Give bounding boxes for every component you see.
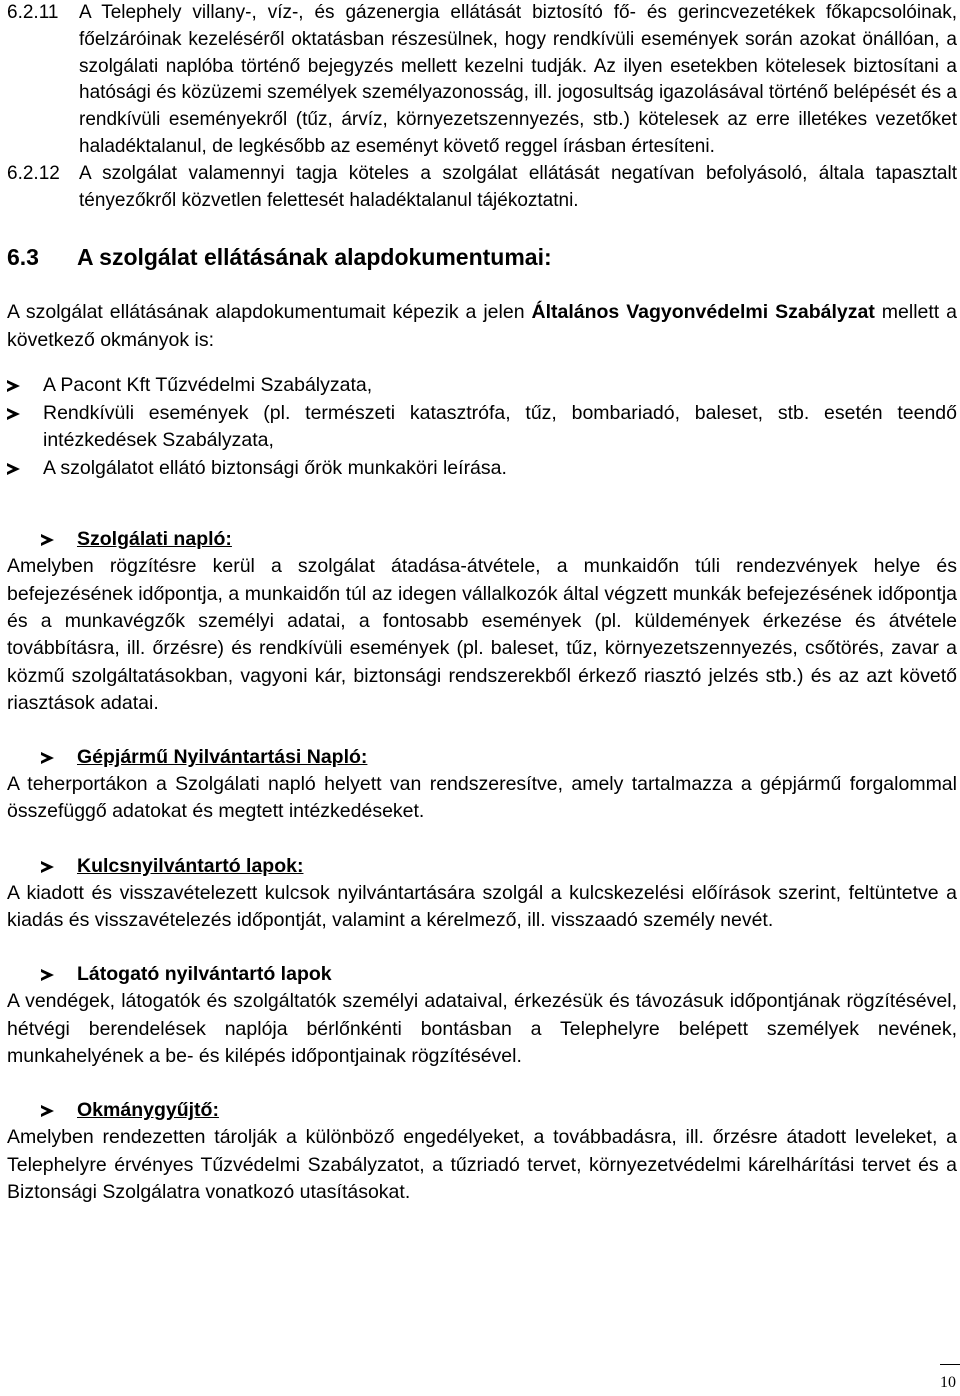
- page-number-rule: [940, 1364, 960, 1365]
- list-item-text: A Pacont Kft Tűzvédelmi Szabályzata,: [43, 374, 373, 397]
- arrow-bullet-icon: [7, 463, 20, 475]
- paragraph-number: 6.2.12: [7, 162, 60, 184]
- section-intro: [7, 298, 957, 354]
- subsection-title: Kulcsnyilvántartó lapok:: [77, 854, 304, 877]
- page-number: 10: [940, 1374, 956, 1391]
- subsection-title: Gépjármű Nyilvántartási Napló:: [77, 746, 368, 769]
- list-item-text: A szolgálatot ellátó biztonsági őrök munkaköri leírása.: [43, 456, 507, 479]
- subsection-text: Amelyben rögzítésre kerül a szolgálat átadása-átvétele, a munkaidőn túli rendezvények helye és befejezésének időpontja, a munkaidőn túl az idegen vállalkozók által végzett munkák befejezésének időpontja és a munkavégzők személyi adatai, a fontosabb események (pl. küldemények érkezése és átvétele továbbításra, ill. őrzésre) és rendkívüli események (pl. baleset, tűz, környezetszennyezés, csőtörés, zavar a közmű szolgáltatásokban, vagyoni kár, biztonsági rendszerekből érkező riasztó jelzés stb.) és az azt követő riasztások adatai.: [7, 555, 957, 714]
- subsection-heading: [7, 1097, 957, 1124]
- subsection-heading: [7, 853, 957, 880]
- subsection-okmanygyujto: [7, 1097, 957, 1206]
- paragraph-text: A Telephely villany-, víz-, és gázenergia ellátását biztosító fő- és gerincvezetékek főkapcsolóinak, főelzáróinak kezeléséről oktatásban részesülnek, hogy rendkívüli események során azokat önállóan, a szolgálati naplóba történő bejegyzés mellett kezelni tudják. Az ilyen esetekben kötelesek biztosítani a hatósági és közüzemi személyek személyazonosság, ill. jogosultság igazolásával történő belépését és a rendkívüli eseményekről (tűz, árvíz, környezetszennyezés, stb.) kötelesek az erre illetékes vezetőket haladéktalanul, de legkésőbb az eseményt követő reggel írásban értesíteni.: [79, 2, 957, 157]
- subsection-latogato: [7, 961, 957, 1070]
- subsection-szolgalati-naplo: [7, 526, 957, 717]
- paragraph-6-2-12: [7, 161, 957, 215]
- document-list: [7, 372, 957, 482]
- arrow-bullet-icon: [41, 1105, 54, 1117]
- paragraph-6-2-11: [7, 0, 957, 161]
- intro-text: A szolgálat ellátásának alapdokumentumait képezik a jelen: [7, 301, 532, 324]
- list-item: [7, 372, 957, 400]
- arrow-bullet-icon: [7, 380, 20, 392]
- subsection-text: A kiadott és visszavételezett kulcsok nyilvántartására szolgál a kulcskezelési előírások szerint, feltüntetve a kiadás és visszavételezés időpontját, valamint a kérelmező, ill. visszaadó személy nevét.: [7, 881, 957, 932]
- document-page: [7, 0, 957, 1206]
- arrow-bullet-icon: [41, 969, 54, 981]
- paragraph-number: 6.2.11: [7, 2, 59, 23]
- subsection-heading: [7, 526, 957, 553]
- paragraph-text: A szolgálat valamennyi tagja köteles a szolgálat ellátását negatívan befolyásoló, általa tapasztalt tényezőkről közvetlen felettesét haladéktalanul tájékoztatni.: [79, 162, 957, 211]
- list-item-text: Rendkívüli események (pl. természeti katasztrófa, tűz, bombariadó, baleset, stb. esetén teendő intézkedések Szabályzata,: [43, 401, 957, 452]
- subsection-gepjarmu-naplo: [7, 744, 957, 826]
- intro-bold-text: Általános Vagyonvédelmi Szabályzat: [531, 301, 875, 324]
- subsection-text: A vendégek, látogatók és szolgáltatók személyi adataival, érkezésük és távozásuk időpontjának rögzítésével, hétvégi berendelések naplója bérlőnkénti bontásban a Telephelyre belépett személyek nevének, munkahelyének a be- és kilépés időpontjainak rögzítésével.: [7, 990, 957, 1067]
- section-heading: [7, 242, 957, 272]
- intro-text-end: mellett a következő okmányok is:: [7, 301, 957, 352]
- arrow-bullet-icon: [41, 861, 54, 873]
- subsection-title: Okmánygyűjtő:: [77, 1099, 219, 1122]
- subsection-text: Amelyben rendezetten tárolják a különböző engedélyeket, a továbbadásra, ill. őrzésre átadott leveleket, a Telephelyre érvényes Tűzvédelmi Szabályzatot, a tűzriadó tervet, környezetvédelmi kárelhárítási tervet és a Biztonsági Szolgálatra vonatkozó utasításokat.: [7, 1126, 957, 1203]
- subsection-heading: [7, 961, 957, 988]
- list-item: [7, 400, 957, 455]
- subsection-text: A teherportákon a Szolgálati napló helyett van rendszeresítve, amely tartalmazza a gépjármű forgalommal összefüggő adatokat és megtett intézkedéseket.: [7, 773, 957, 823]
- list-item: [7, 455, 957, 483]
- arrow-bullet-icon: [7, 408, 20, 420]
- subsection-title: Szolgálati napló:: [77, 528, 232, 551]
- arrow-bullet-icon: [41, 752, 54, 764]
- subsection-heading: [7, 744, 957, 771]
- section-number: 6.3: [7, 244, 39, 271]
- subsection-kulcsnyilvantarto: [7, 853, 957, 935]
- section-title: A szolgálat ellátásának alapdokumentumai:: [77, 244, 552, 271]
- arrow-bullet-icon: [41, 534, 54, 546]
- subsection-title: Látogató nyilvántartó lapok: [77, 963, 332, 986]
